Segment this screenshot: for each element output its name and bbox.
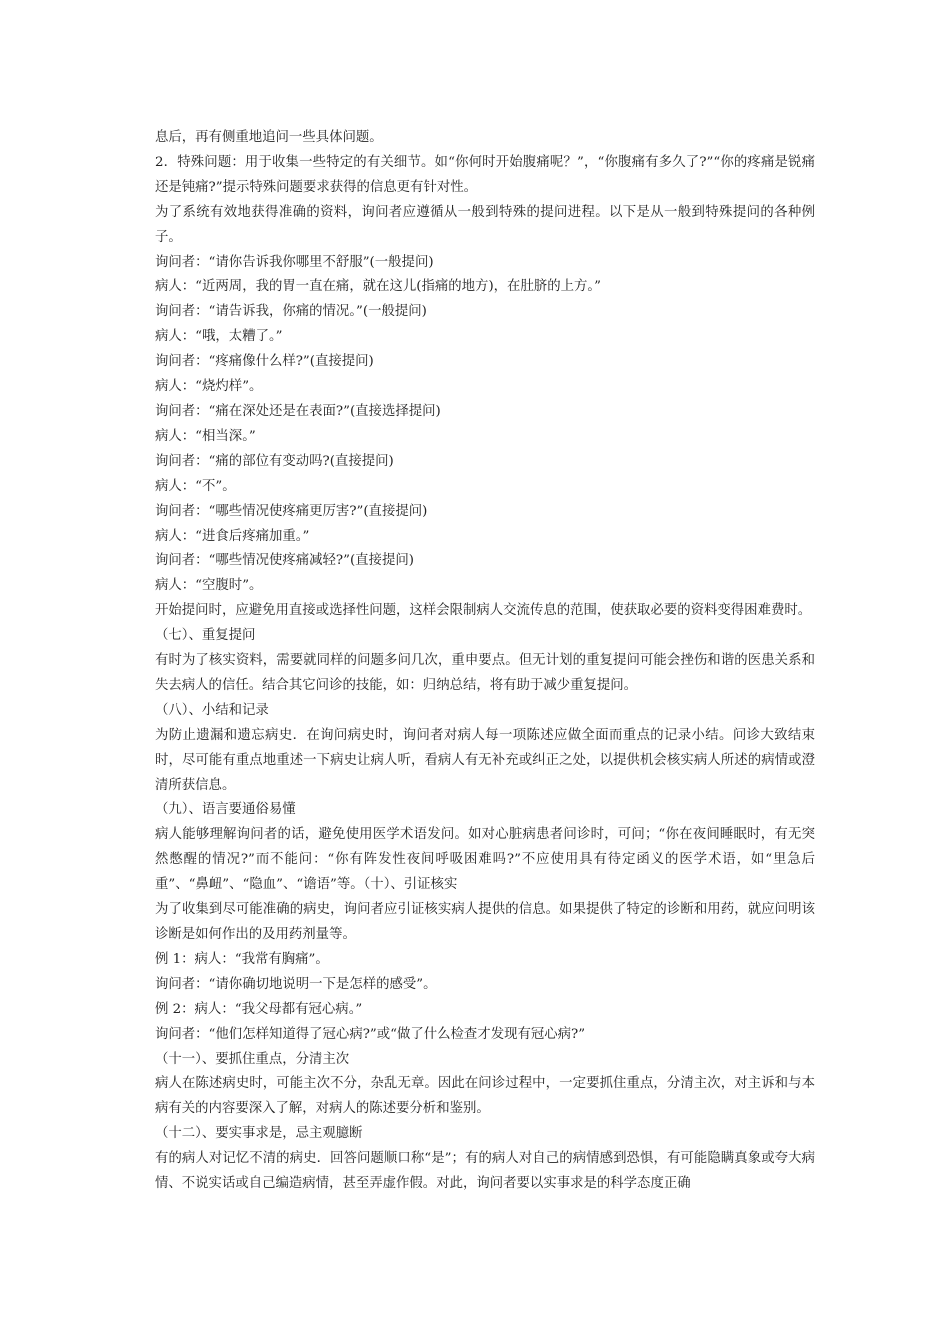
dialogue-line: 病人：“近两周，我的胃一直在痛，就在这儿(指痛的地方)，在肚脐的上方。” [155,279,601,295]
example-line: 例 1：病人：“我常有胸痛”。 [155,951,329,967]
dialogue-line: 询问者：“痛的部位有变动吗?(直接提问) [155,453,394,469]
dialogue-line: 询问者：“哪些情况使疼痛减轻?”(直接提问) [155,553,414,569]
paragraph: 2．特殊问题：用于收集一些特定的有关细节。如“你何时开始腹痛呢？”，“你腹痛有多久了?”“你的疼痛是锐痛还是钝痛?”提示特殊问题要求获得的信息更有针对性。 [155,154,815,195]
section-heading: （十二）、要实事求是，忌主观臆断 [155,1126,363,1142]
dialogue-line: 病人：“哦，太糟了。” [155,329,283,345]
dialogue-line: 询问者：“哪些情况使疼痛更厉害?”(直接提问) [155,503,428,519]
paragraph: 病人在陈述病史时，可能主次不分，杂乱无章。因此在问诊过程中，一定要抓住重点，分清主次，对主诉和与本病有关的内容要深入了解，对病人的陈述要分析和鉴别。 [155,1076,815,1117]
example-line: 例 2：病人：“我父母都有冠心病。” [155,1001,363,1017]
dialogue-line: 病人：“相当深。” [155,428,256,444]
paragraph: 病人能够理解询问者的话，避免使用医学术语发问。如对心脏病患者问诊时，可问；“你在夜间睡眠时，有无突然憋醒的情况?”而不能问：“你有阵发性夜间呼吸困难吗?”不应使用具有待定函义的医学术语，如“里急后重”、“鼻衄”、“隐血”、“谵语”等。（十）、引证核实 [155,827,815,893]
dialogue-line: 询问者：“痛在深处还是在表面?”(直接选择提问) [155,403,441,419]
dialogue-line: 病人：“烧灼样”。 [155,379,263,395]
paragraph: 息后，再有侧重地追问一些具体问题。 [155,130,383,145]
paragraph: 为防止遗漏和遗忘病史．在询问病史时，询问者对病人每一项陈述应做全面而重点的记录小结。问诊大致结束时，尽可能有重点地重述一下病史让病人听，看病人有无补充或纠正之处，以提供机会核实病人所述的病情或澄清所获信息。 [155,727,815,793]
section-heading: （七）、重复提问 [155,628,256,644]
example-line: 询问者：“他们怎样知道得了冠心病?”或“做了什么检查才发现有冠心病?” [155,1026,586,1042]
example-line: 询问者：“请你确切地说明一下是怎样的感受”。 [155,976,437,992]
dialogue-line: 病人：“不”。 [155,478,236,494]
section-heading: （九）、语言要通俗易懂 [155,802,296,818]
dialogue-line: 病人：“空腹时”。 [155,578,263,594]
paragraph: 为了系统有效地获得准确的资料，询问者应遵循从一般到特殊的提问进程。以下是从一般到特殊提问的各种例子。 [155,204,815,245]
section-heading: （十一）、要抓住重点，分清主次 [155,1051,350,1067]
section-heading: （八）、小结和记录 [155,702,269,718]
paragraph: 有时为了核实资料，需要就同样的问题多问几次，重申要点。但无计划的重复提问可能会挫伤和谐的医患关系和失去病人的信任。结合其它问诊的技能，如：归纳总结，将有助于减少重复提问。 [155,653,815,693]
dialogue-line: 询问者：“请告诉我，你痛的情况。”(一般提问) [155,304,427,320]
dialogue-line: 询问者：“请你告诉我你哪里不舒服”(一般提问) [155,254,434,270]
paragraph: 有的病人对记忆不清的病史．回答问题顺口称“是”；有的病人对自己的病情感到恐惧，有可能隐瞒真象或夸大病情、不说实话或自己编造病情，甚至弄虚作假。对此，询问者要以实事求是的科学态度正确 [155,1151,815,1192]
dialogue-line: 病人：“进食后疼痛加重。” [155,528,310,544]
dialogue-line: 询问者：“疼痛像什么样?”(直接提问) [155,354,374,370]
document-page [155,126,815,1197]
paragraph: 为了收集到尽可能准确的病史，询问者应引证核实病人提供的信息。如果提供了特定的诊断和用药，就应问明该诊断是如何作出的及用药剂量等。 [155,902,815,942]
paragraph: 开始提问时，应避免用直接或选择性问题，这样会限制病人交流传息的范围，使获取必要的资料变得困难费时。 [155,603,812,619]
